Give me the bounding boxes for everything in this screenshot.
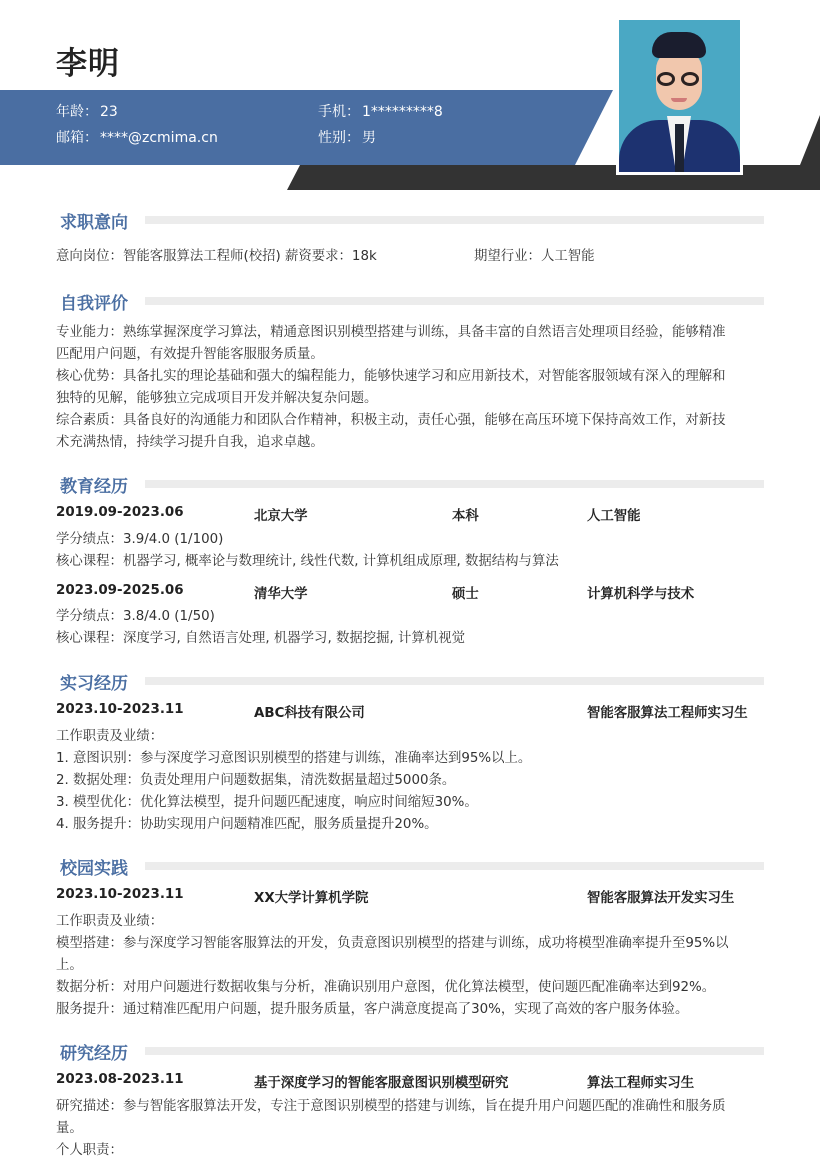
- job-intent-row: [56, 246, 766, 268]
- email-value: ****@zcmima.cn: [100, 130, 218, 146]
- internship-entry-header: [56, 702, 766, 724]
- edu-school: 清华大学: [254, 587, 308, 602]
- position-label: 意向岗位：: [56, 249, 123, 264]
- edu-school: 北京大学: [254, 509, 308, 524]
- research-line: 个人职责：: [56, 1143, 123, 1158]
- intern-role: 智能客服算法工程师实习生: [587, 706, 748, 721]
- email-field: [56, 127, 218, 147]
- position-value: 智能客服算法工程师(校招): [122, 249, 281, 264]
- age-label: 年龄：: [56, 104, 98, 120]
- phone-value: 1*********8: [362, 104, 443, 120]
- section-divider: [145, 297, 764, 305]
- resume-header: [0, 0, 820, 200]
- campus-body: [56, 911, 766, 1021]
- research-entry-header: [56, 1072, 766, 1094]
- research-body: [56, 1096, 766, 1160]
- intern-period: 2023.10-2023.11: [56, 702, 184, 717]
- gender-value: 男: [362, 130, 376, 146]
- gender-field: [318, 127, 376, 147]
- self-eval-line: 专业能力：熟练掌握深度学习算法，精通意图识别模型搭建与训练，具备丰富的自然语言处理项目经验，能够精准: [56, 325, 726, 340]
- internship-line: 3. 模型优化：优化算法模型，提升问题匹配速度，响应时间缩短30%。: [56, 795, 478, 810]
- candidate-name: 李明: [56, 46, 120, 82]
- self-eval-line: 综合素质：具备良好的沟通能力和团队合作精神，积极主动，责任心强，能够在高压环境下保持高效工作，对新技: [56, 413, 726, 428]
- section-title-job-intent: 求职意向: [60, 213, 128, 233]
- internship-line: 1. 意图识别：参与深度学习意图识别模型的搭建与训练，准确率达到95%以上。: [56, 751, 532, 766]
- edu-gpa: 学分绩点：3.9/4.0 (1/100): [56, 532, 224, 547]
- campus-line: 上。: [56, 958, 83, 973]
- portrait-hair: [652, 32, 706, 58]
- age-value: 23: [100, 104, 118, 120]
- edu-degree: 硕士: [452, 587, 479, 602]
- profile-photo: [616, 17, 743, 175]
- phone-field: [318, 101, 443, 121]
- research-role: 算法工程师实习生: [587, 1076, 695, 1091]
- portrait-mouth: [671, 98, 687, 102]
- salary-value: 18k: [351, 249, 377, 264]
- portrait-image: [619, 20, 740, 172]
- internship-line: 4. 服务提升：协助实现用户问题精准匹配，服务质量提升20%。: [56, 817, 438, 832]
- edu-major: 人工智能: [587, 509, 641, 524]
- self-eval-line: 匹配用户问题，有效提升智能客服服务质量。: [56, 347, 324, 362]
- section-divider: [145, 1047, 764, 1055]
- age-field: [56, 101, 118, 121]
- industry-value: 人工智能: [540, 249, 595, 264]
- section-divider: [145, 862, 764, 870]
- section-divider: [145, 677, 764, 685]
- education-entry-header: [56, 505, 766, 527]
- research-line: 量。: [56, 1121, 83, 1136]
- edu-courses: 核心课程：深度学习, 自然语言处理, 机器学习, 数据挖掘, 计算机视觉: [56, 631, 465, 646]
- edu-period: 2023.09-2025.06: [56, 583, 184, 598]
- internship-line: 工作职责及业绩：: [56, 729, 164, 744]
- salary-label: 薪资要求：: [284, 249, 352, 264]
- section-divider: [145, 216, 764, 224]
- portrait-tie: [675, 124, 684, 172]
- self-eval-line: 术充满热情，持续学习提升自我，追求卓越。: [56, 435, 324, 450]
- edu-gpa: 学分绩点：3.8/4.0 (1/50): [56, 609, 215, 624]
- campus-period: 2023.10-2023.11: [56, 887, 184, 902]
- edu-courses: 核心课程：机器学习, 概率论与数理统计, 线性代数, 计算机组成原理, 数据结构与算法: [56, 554, 559, 569]
- campus-line: 模型搭建：参与深度学习智能客服算法的开发，负责意图识别模型的搭建与训练，成功将模型准确率提升至95%以: [56, 936, 729, 951]
- self-eval-body: [56, 322, 766, 454]
- research-line: 研究描述：参与智能客服算法开发，专注于意图识别模型的搭建与训练，旨在提升用户问题匹配的准确性和服务质: [56, 1099, 726, 1114]
- edu-major: 计算机科学与技术: [587, 587, 695, 602]
- section-title-research: 研究经历: [60, 1044, 128, 1064]
- research-project: 基于深度学习的智能客服意图识别模型研究: [254, 1076, 509, 1091]
- industry-label: 期望行业：: [474, 249, 541, 264]
- self-eval-line: 独特的见解，能够独立完成项目开发并解决复杂问题。: [56, 391, 378, 406]
- section-title-self-eval: 自我评价: [60, 294, 128, 314]
- industry-field: [474, 246, 595, 268]
- glasses-icon: [657, 72, 675, 86]
- section-divider: [145, 480, 764, 488]
- phone-label: 手机：: [318, 104, 360, 120]
- research-period: 2023.08-2023.11: [56, 1072, 184, 1087]
- edu-period: 2019.09-2023.06: [56, 505, 184, 520]
- section-title-campus: 校园实践: [60, 859, 128, 879]
- campus-org: XX大学计算机学院: [254, 891, 369, 906]
- section-title-education: 教育经历: [60, 477, 128, 497]
- email-label: 邮箱：: [56, 130, 98, 146]
- campus-line: 服务提升：通过精准匹配用户问题，提升服务质量，客户满意度提高了30%，实现了高效的客户服务体验。: [56, 1002, 689, 1017]
- internship-body: [56, 726, 766, 836]
- campus-entry-header: [56, 887, 766, 909]
- campus-role: 智能客服算法开发实习生: [587, 891, 735, 906]
- internship-line: 2. 数据处理：负责处理用户问题数据集，清洗数据量超过5000条。: [56, 773, 456, 788]
- glasses-icon: [681, 72, 699, 86]
- campus-line: 数据分析：对用户问题进行数据收集与分析，准确识别用户意图，优化算法模型，使问题匹配准确率达到92%。: [56, 980, 716, 995]
- intern-company: ABC科技有限公司: [254, 706, 365, 721]
- section-title-internship: 实习经历: [60, 674, 128, 694]
- education-entry-header: [56, 583, 766, 605]
- self-eval-line: 核心优势：具备扎实的理论基础和强大的编程能力，能够快速学习和应用新技术，对智能客服领域有深入的理解和: [56, 369, 726, 384]
- gender-label: 性别：: [318, 130, 360, 146]
- edu-degree: 本科: [452, 509, 479, 524]
- campus-line: 工作职责及业绩：: [56, 914, 164, 929]
